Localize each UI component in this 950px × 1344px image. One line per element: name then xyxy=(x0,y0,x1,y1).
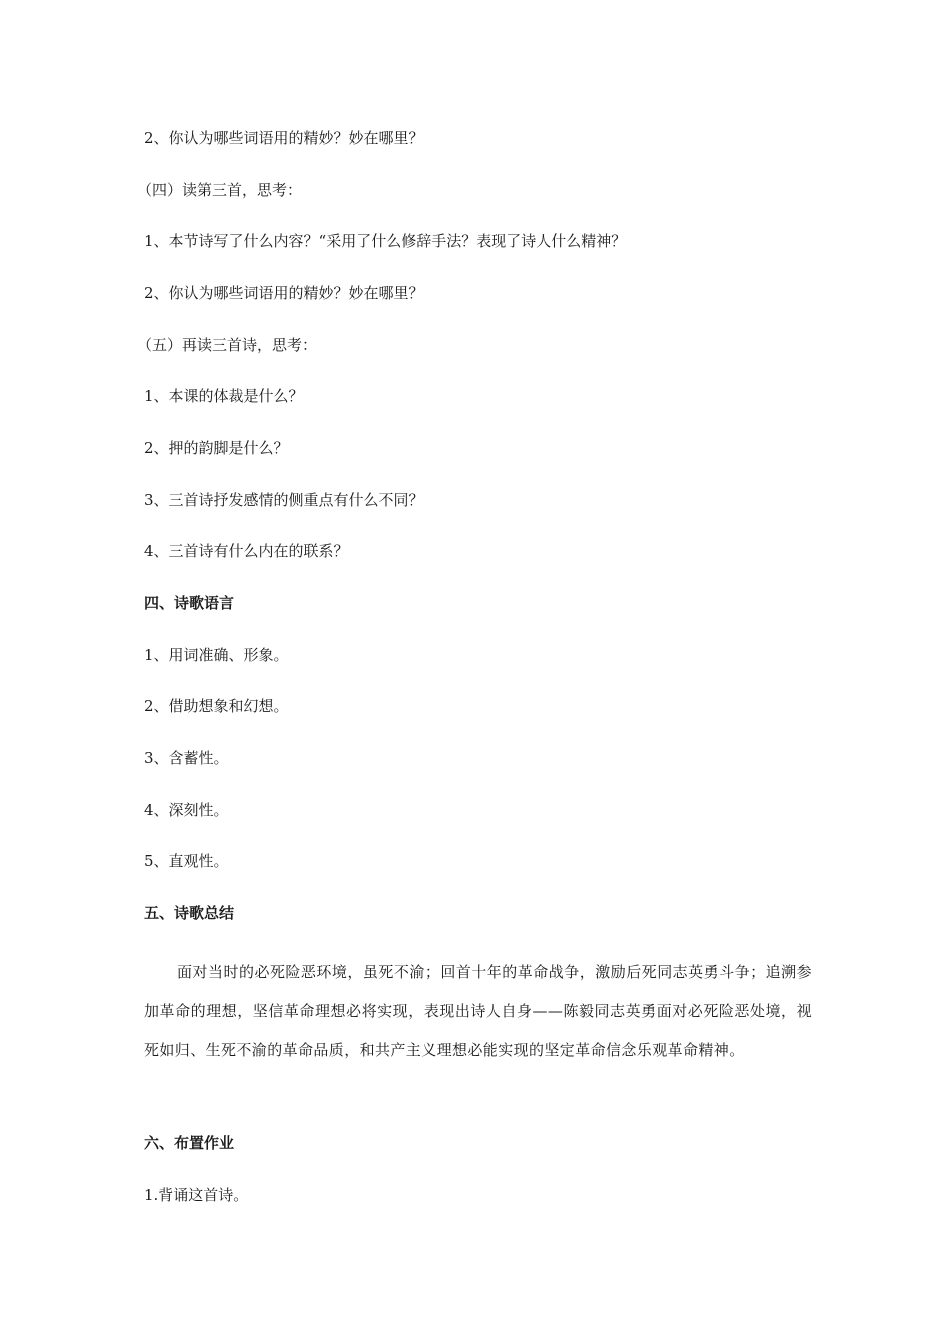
list-item: 2、借助想象和幻想。 xyxy=(144,697,289,715)
list-item: 1.背诵这首诗。 xyxy=(144,1186,249,1204)
question-line: 4、三首诗有什么内在的联系？ xyxy=(144,542,349,560)
question-line: 2、你认为哪些词语用的精妙？妙在哪里？ xyxy=(144,129,424,147)
question-line: 2、押的韵脚是什么？ xyxy=(144,439,289,457)
section-heading-language: 四、诗歌语言 xyxy=(144,594,235,612)
list-item: 3、含蓄性。 xyxy=(144,749,229,767)
list-item: 5、直观性。 xyxy=(144,852,229,870)
summary-paragraph: 面对当时的必死险恶环境，虽死不渝；回首十年的革命战争，激励后死同志英勇斗争；追溯参加革命的理想，坚信革命理想必将实现，表现出诗人自身——陈毅同志英勇面对必死险恶处境，视死如归、生死不渝的革命品质，和共产主义理想必能实现的坚定革命信念乐观革命精神。 xyxy=(144,963,812,1059)
question-line: 1、本节诗写了什么内容？“采用了什么修辞手法？表现了诗人什么精神？ xyxy=(144,232,627,250)
list-item: 4、深刻性。 xyxy=(144,801,229,819)
section-heading-homework: 六、布置作业 xyxy=(144,1134,235,1152)
section-heading-summary: 五、诗歌总结 xyxy=(144,904,235,922)
subsection-title: （五）再读三首诗，思考： xyxy=(137,336,318,354)
question-line: 2、你认为哪些词语用的精妙？妙在哪里？ xyxy=(144,284,424,302)
subsection-title: （四）读第三首，思考： xyxy=(137,181,303,199)
question-line: 3、三首诗抒发感情的侧重点有什么不同？ xyxy=(144,491,424,509)
question-line: 1、本课的体裁是什么？ xyxy=(144,387,304,405)
list-item: 1、用词准确、形象。 xyxy=(144,646,289,664)
